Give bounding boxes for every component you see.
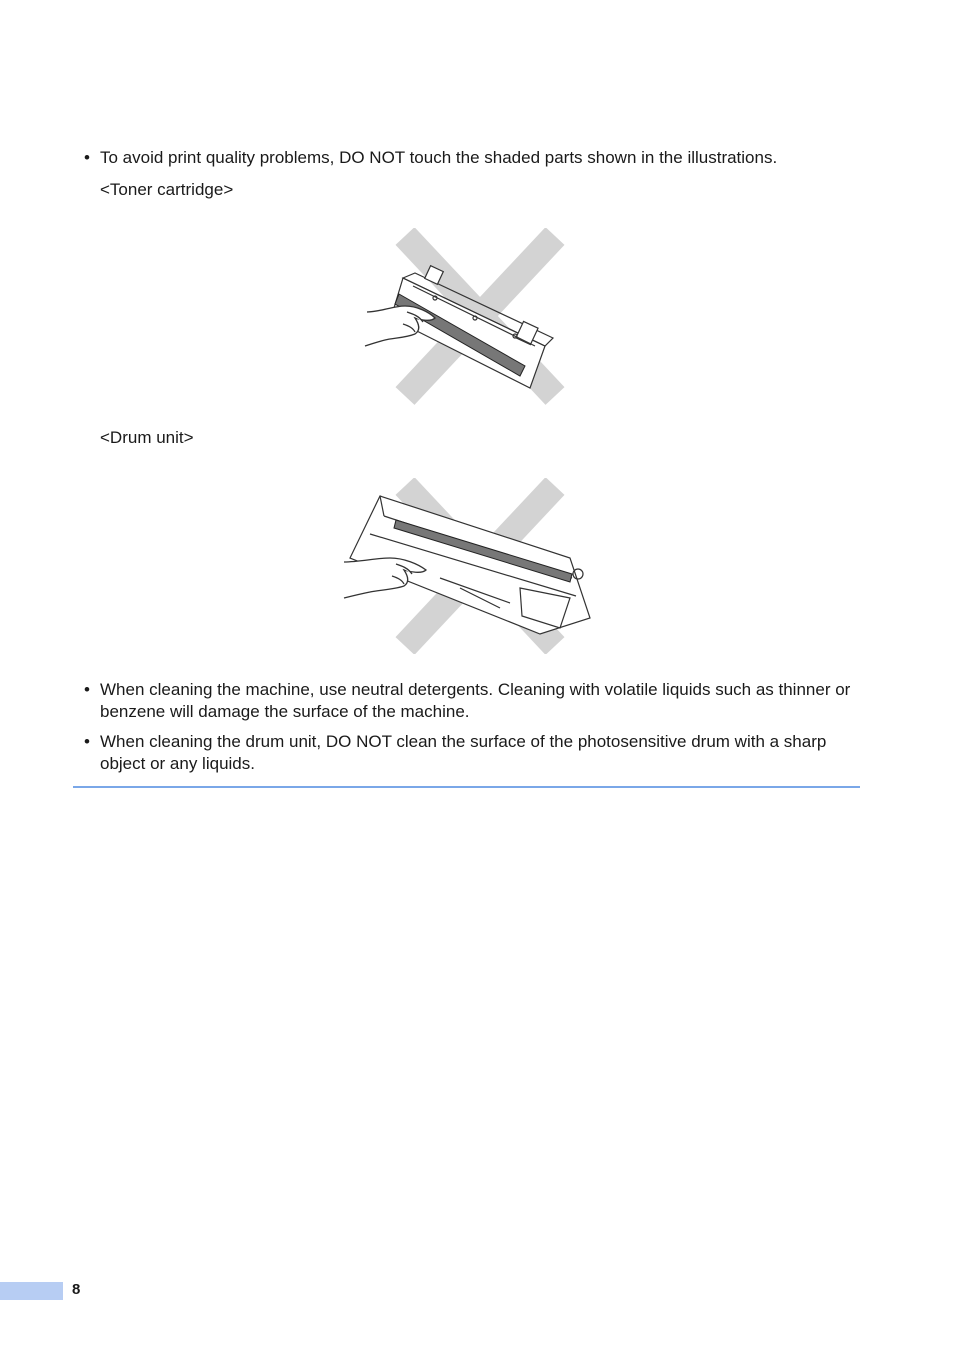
page-tab bbox=[0, 1282, 63, 1300]
bullet-text: When cleaning the machine, use neutral detergents. Cleaning with volatile liquids such as thinner or benzene will damage the surface of the machine. bbox=[100, 680, 851, 721]
toner-caption: <Toner cartridge> bbox=[100, 180, 234, 199]
bullet-dot: • bbox=[84, 148, 90, 167]
bullet-text: When cleaning the drum unit, DO NOT clean the surface of the photosensitive drum with a sharp object or any liquids. bbox=[100, 732, 827, 773]
bullet-dot: • bbox=[84, 680, 90, 699]
bullet-2 bbox=[84, 679, 854, 723]
bullet-3 bbox=[84, 731, 854, 775]
section-divider bbox=[73, 786, 860, 788]
bullet-text: To avoid print quality problems, DO NOT touch the shaded parts shown in the illustrations. bbox=[100, 148, 778, 167]
drum-unit-illustration bbox=[340, 478, 596, 654]
page-number: 8 bbox=[72, 1281, 81, 1298]
toner-cartridge-illustration bbox=[355, 228, 585, 406]
bullet-dot: • bbox=[84, 732, 90, 751]
drum-caption: <Drum unit> bbox=[100, 428, 194, 447]
